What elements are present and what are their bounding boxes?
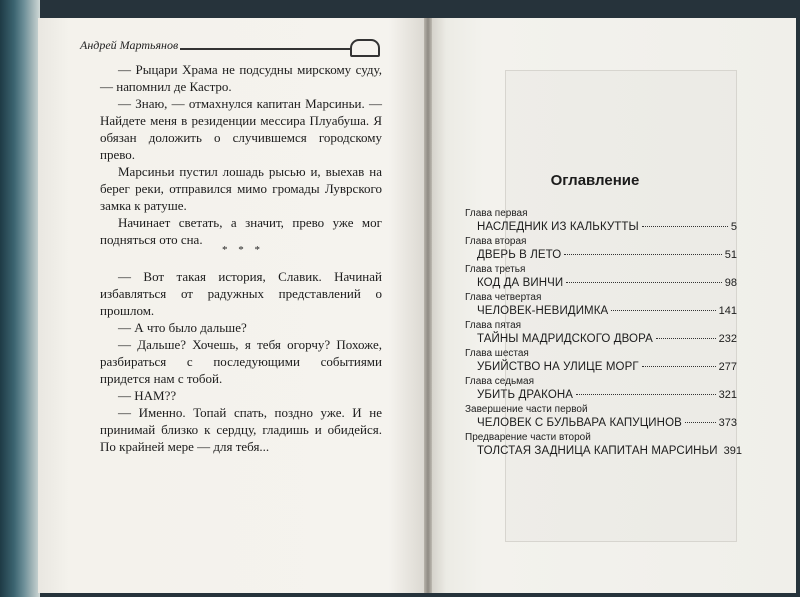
toc-page-number: 391 [723,445,742,457]
toc-entry[interactable] [465,208,737,234]
toc-chapter-label: Предварение части второй [465,432,591,443]
paragraph: — А что было дальше? [118,320,247,335]
paragraph: — Вот такая история, Славик. Начинай избавляться от радужных представлений о прошлом. [100,269,382,318]
book-edge [0,0,40,597]
toc-leader [642,366,716,367]
body-text-bottom [100,268,382,455]
toc-chapter-title: УБИЙСТВО НА УЛИЦЕ МОРГ [477,361,639,373]
toc-entry[interactable] [465,292,737,318]
paragraph: — НАМ?? [118,388,177,403]
toc-chapter-title: КОД ДА ВИНЧИ [477,277,564,289]
toc-chapter-label: Глава пятая [465,320,522,331]
toc-chapter-label: Глава первая [465,208,528,219]
toc-entry[interactable] [465,432,742,458]
toc-chapter-title: ЧЕЛОВЕК-НЕВИДИМКА [477,305,609,317]
toc-chapter-title: ТОЛСТАЯ ЗАДНИЦА КАПИТАН МАРСИНЬИ [477,445,718,457]
toc-page-number: 51 [724,249,737,261]
toc-entry[interactable] [465,320,737,346]
toc-page-number: 277 [718,361,737,373]
toc-chapter-label: Глава третья [465,264,526,275]
paragraph: Марсиньи пустил лошадь рысью и, выехав на берег реки, отправился мимо громады Луврского замка к ратуше. [100,164,382,213]
book-gutter [424,18,432,593]
paragraph: — Дальше? Хочешь, я тебя огорчу? Похоже, разбираться с последующими событиями придется нам с тобой. [100,337,382,386]
toc-leader [564,254,721,255]
toc-leader [566,282,721,283]
section-separator: * * * [222,244,264,256]
toc-chapter-label: Глава седьмая [465,376,535,387]
paragraph: Начинает светать, а значит, прево уже мог подняться ото сна. [100,215,382,247]
toc-chapter-title: ДВЕРЬ В ЛЕТО [477,249,562,261]
toc-page-number: 373 [718,417,737,429]
toc-page-number: 141 [718,305,737,317]
paragraph: — Рыцари Храма не подсудны мирскому суду, — напомнил де Кастро. [100,62,382,94]
paragraph: — Знаю, — отмахнулся капитан Марсиньи. — Найдете меня в резиденции мессира Плуабуша. Я обязан доложить о случившемся городскому прево. [100,96,382,162]
toc-chapter-label: Глава четвертая [465,292,542,303]
table-of-contents [465,208,742,460]
ornament-icon [350,39,380,57]
running-head-rule [180,48,350,50]
toc-chapter-title: ТАЙНЫ МАДРИДСКОГО ДВОРА [477,333,653,345]
paragraph: — Именно. Топай спать, поздно уже. И не принимай близко к сердцу, гладишь и обидейся. По крайней мере — для тебя... [100,405,382,454]
toc-chapter-label: Глава шестая [465,348,529,359]
toc-leader [642,226,728,227]
running-head: Андрей Мартьянов [80,38,179,52]
toc-entry[interactable] [465,348,737,374]
toc-page-number: 232 [718,333,737,345]
toc-leader [656,338,716,339]
toc-page-number: 5 [730,221,737,233]
toc-page-number: 321 [718,389,737,401]
toc-title: Оглавление [550,172,640,189]
toc-page-number: 98 [724,277,737,289]
toc-chapter-label: Завершение части первой [465,404,588,415]
toc-entry[interactable] [465,236,737,262]
toc-entry[interactable] [465,376,737,402]
toc-chapter-label: Глава вторая [465,236,527,247]
toc-entry[interactable] [465,404,737,430]
toc-chapter-title: ЧЕЛОВЕК С БУЛЬВАРА КАПУЦИНОВ [477,417,682,429]
toc-leader [611,310,715,311]
toc-chapter-title: УБИТЬ ДРАКОНА [477,389,574,401]
toc-leader [576,394,716,395]
toc-entry[interactable] [465,264,737,290]
body-text-top [100,61,382,248]
toc-leader [685,422,716,423]
toc-chapter-title: НАСЛЕДНИК ИЗ КАЛЬКУТТЫ [477,221,639,233]
